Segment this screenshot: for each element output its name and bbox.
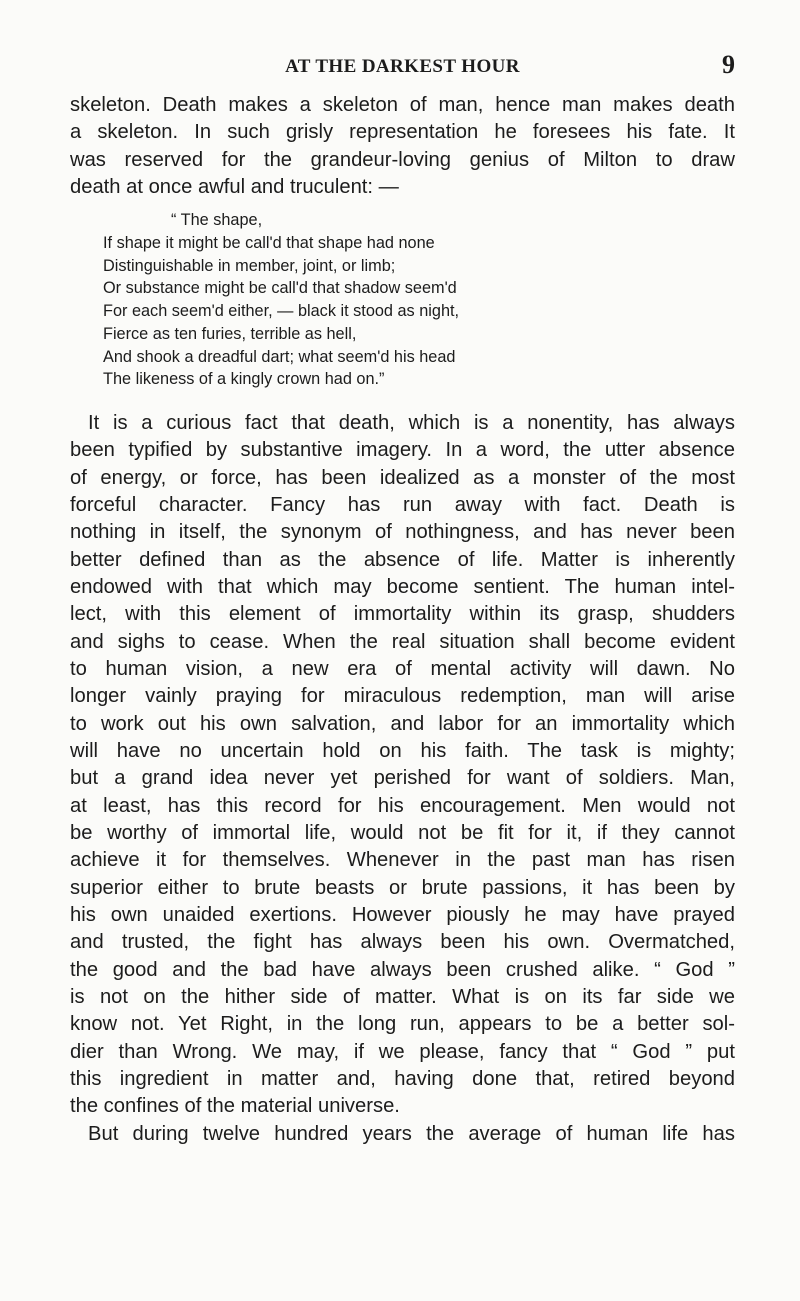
verse-line: If shape it might be call'd that shape had none (103, 234, 435, 253)
text-line: better defined than as the absence of life. Matter is inherently (70, 548, 735, 571)
text-line: is not on the hither side of matter. What is on its far side we (70, 986, 735, 1009)
verse-line: For each seem'd either, — black it stood as night, (103, 302, 460, 321)
verse-quotation (103, 209, 723, 391)
text-line: be worthy of immortal life, would not be fit for it, if they cannot (70, 822, 735, 845)
text-line: this ingredient in matter and, having done that, retired beyond (70, 1068, 735, 1091)
text-line: But during twelve hundred years the average of human life has (88, 1122, 735, 1145)
text-line: death at once awful and truculent: — (70, 176, 399, 199)
text-line: the confines of the material universe. (70, 1095, 400, 1118)
verse-line: And shook a dreadful dart; what seem'd his head (103, 347, 456, 366)
verse-line: Fierce as ten furies, terrible as hell, (103, 324, 357, 343)
text-line: and trusted, the fight has always been his own. Overmatched, (70, 931, 735, 954)
text-line: a skeleton. In such grisly representation he foresees his fate. It (70, 121, 735, 144)
next-paragraph (70, 1121, 735, 1148)
running-title: AT THE DARKEST HOUR (285, 56, 520, 77)
page-number: 9 (722, 50, 735, 79)
text-line: been typified by substantive imagery. In a word, the utter absence (70, 439, 735, 462)
book-page (70, 50, 735, 1148)
text-line: know not. Yet Right, in the long run, appears to be a better sol- (70, 1013, 735, 1036)
text-line: endowed with that which may become sentient. The human intel- (70, 575, 735, 598)
text-line: will have no uncertain hold on his faith. The task is mighty; (70, 740, 735, 762)
intro-paragraph (70, 92, 735, 201)
text-line: but a grand idea never yet perished for want of soldiers. Man, (70, 767, 735, 790)
verse-line: Distinguishable in member, joint, or limb; (103, 256, 396, 275)
text-line: at least, has this record for his encouragement. Men would not (70, 794, 735, 817)
text-line: achieve it for themselves. Whenever in the past man has risen (70, 849, 735, 872)
text-line: longer vainly praying for miraculous redemption, man will arise (70, 685, 735, 708)
text-line: nothing in itself, the synonym of nothingness, and has never been (70, 521, 735, 544)
text-line: forceful character. Fancy has run away with fact. Death is (70, 493, 735, 516)
verse-line: “ The shape, (171, 211, 263, 230)
text-line: superior either to brute beasts or brute passions, it has been by (70, 876, 735, 899)
main-paragraph (70, 410, 735, 1121)
text-line: was reserved for the grandeur-loving genius of Milton to draw (70, 148, 735, 171)
text-line: to work out his own salvation, and labor for an immortality which (70, 712, 735, 735)
text-line: of energy, or force, has been idealized as a monster of the most (70, 466, 735, 489)
text-line: his own unaided exertions. However piously he may have prayed (70, 904, 735, 927)
text-line: It is a curious fact that death, which is a nonentity, has always (88, 411, 735, 434)
text-line: dier than Wrong. We may, if we please, fancy that “ God ” put (70, 1040, 735, 1063)
text-line: the good and the bad have always been crushed alike. “ God ” (70, 958, 735, 981)
text-line: skeleton. Death makes a skeleton of man, hence man makes death (70, 94, 735, 116)
verse-line: The likeness of a kingly crown had on.” (103, 370, 385, 389)
text-line: to human vision, a new era of mental activity will dawn. No (70, 657, 735, 680)
verse-line: Or substance might be call'd that shadow seem'd (103, 279, 457, 298)
text-line: lect, with this element of immortality within its grasp, shudders (70, 603, 735, 626)
running-head (70, 50, 735, 82)
text-line: and sighs to cease. When the real situation shall become evident (70, 630, 735, 653)
